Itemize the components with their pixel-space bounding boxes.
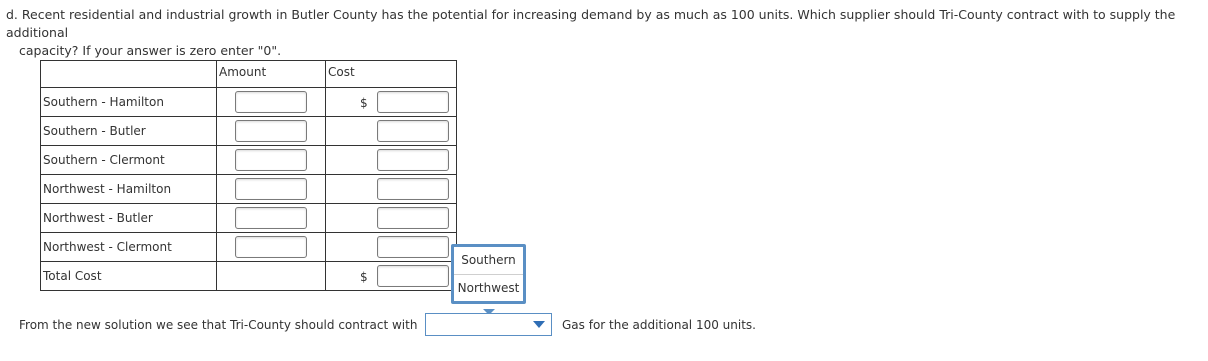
row-label: Northwest - Butler: [41, 204, 217, 233]
amount-input-northwest-hamilton[interactable]: [235, 178, 307, 200]
cost-input-northwest-butler[interactable]: [377, 207, 449, 229]
cost-cell: [326, 233, 457, 262]
amount-cell: [217, 175, 326, 204]
row-label: Southern - Hamilton: [41, 88, 217, 117]
amount-input-southern-butler[interactable]: [235, 120, 307, 142]
cost-cell: [326, 175, 457, 204]
row-label: Southern - Clermont: [41, 146, 217, 175]
header-cost: Cost: [326, 61, 457, 88]
cost-input-northwest-clermont[interactable]: [377, 236, 449, 258]
cost-input-southern-butler[interactable]: [377, 120, 449, 142]
answer-table: [40, 60, 457, 291]
amount-cell: [217, 117, 326, 146]
total-cost-input[interactable]: [377, 265, 449, 287]
amount-cell: [217, 88, 326, 117]
amount-input-northwest-clermont[interactable]: [235, 236, 307, 258]
answer-prefix: From the new solution we see that Tri-County should contract with: [19, 318, 418, 332]
amount-cell: [217, 146, 326, 175]
total-cost-cell: [326, 262, 457, 291]
cost-cell: [326, 204, 457, 233]
question-line-1: d. Recent residential and industrial growth in Butler County has the potential for increasing demand by as much as 100 units. Which supplier should Tri-County contract with to supply the additional: [6, 7, 1176, 40]
amount-cell: [217, 233, 326, 262]
table-row: [41, 175, 457, 204]
total-row: [41, 262, 457, 291]
supplier-dropdown-menu: [451, 244, 526, 304]
table-row: [41, 204, 457, 233]
table-row: [41, 88, 457, 117]
row-label: Southern - Butler: [41, 117, 217, 146]
total-label: Total Cost: [41, 262, 217, 291]
question-text: [6, 6, 1202, 60]
table-row: [41, 117, 457, 146]
cost-cell: [326, 117, 457, 146]
total-amount-cell: [217, 262, 326, 291]
table-header-row: [41, 61, 457, 88]
cost-input-southern-clermont[interactable]: [377, 149, 449, 171]
row-label: Northwest - Hamilton: [41, 175, 217, 204]
header-label-cell: [41, 61, 217, 88]
table-row: [41, 233, 457, 262]
table-row: [41, 146, 457, 175]
dropdown-option-northwest[interactable]: Northwest: [457, 281, 520, 295]
dollar-sign: $: [360, 96, 368, 110]
cost-input-northwest-hamilton[interactable]: [377, 178, 449, 200]
supplier-select[interactable]: [425, 313, 552, 336]
question-line-2: capacity? If your answer is zero enter "0".: [19, 43, 282, 58]
amount-input-northwest-butler[interactable]: [235, 207, 307, 229]
amount-input-southern-hamilton[interactable]: [235, 91, 307, 113]
dollar-sign: $: [360, 270, 368, 284]
row-label: Northwest - Clermont: [41, 233, 217, 262]
cost-cell: [326, 146, 457, 175]
dropdown-option-southern[interactable]: Southern: [454, 247, 523, 275]
cost-cell: [326, 88, 457, 117]
header-amount: Amount: [217, 61, 326, 88]
cost-input-southern-hamilton[interactable]: [377, 91, 449, 113]
amount-input-southern-clermont[interactable]: [235, 149, 307, 171]
caret-down-icon: [533, 321, 545, 328]
amount-cell: [217, 204, 326, 233]
answer-suffix: Gas for the additional 100 units.: [562, 318, 756, 332]
